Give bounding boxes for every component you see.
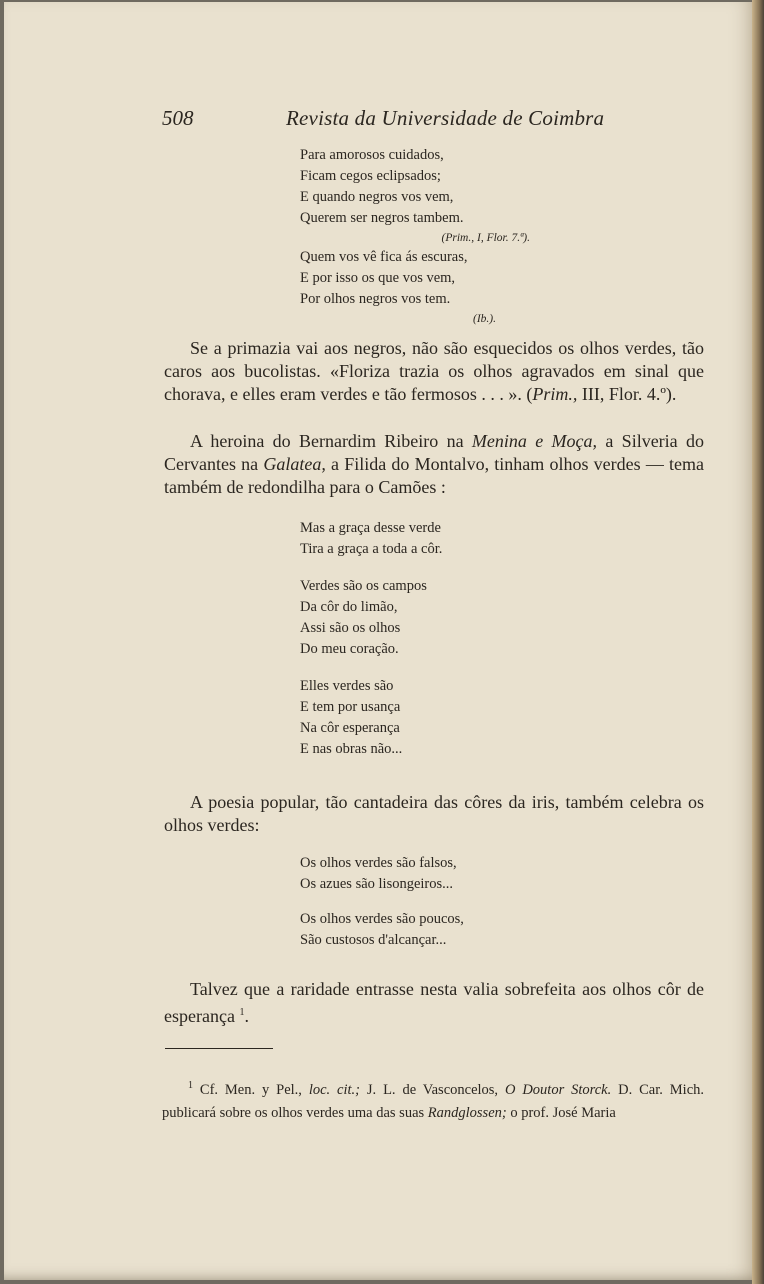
verse-line: Da côr do limão,: [300, 599, 398, 615]
verse-line: Os olhos verdes são poucos,: [300, 911, 464, 927]
verse-line: Os azues são lisongeiros...: [300, 876, 454, 892]
verse-line: Elles verdes são: [300, 678, 394, 694]
footnote-reference[interactable]: 1: [239, 1007, 245, 1018]
running-title: Revista da Universidade de Coimbra: [286, 106, 605, 130]
footnote-mark: 1: [188, 1080, 193, 1091]
verse-line: E tem por usança: [300, 699, 401, 715]
verse-line: Os olhos verdes são falsos,: [300, 855, 457, 871]
paragraph-3: A poesia popular, tão cantadeira das côres da iris, também celebra os olhos verdes:: [164, 792, 704, 835]
page-number: 508: [162, 106, 194, 130]
verse-line: Verdes são os campos: [300, 578, 427, 594]
verse-line: Assi são os olhos: [300, 620, 401, 636]
verse-line: Na côr esperança: [300, 720, 400, 736]
verse-line: Ficam cegos eclipsados;: [300, 168, 441, 184]
verse-line: E nas obras não...: [300, 741, 403, 757]
paragraph-2: A heroina do Bernardim Ribeiro na Menina e Moça, a Silveria do Cervantes na Galatea, a Filida do Montalvo, tinham olhos verdes — tema também de redondilha para o Camões :: [164, 431, 704, 497]
verse-line: São custosos d'alcançar...: [300, 932, 447, 948]
verse-line: Tira a graça a toda a côr.: [300, 541, 443, 557]
verse-line: E quando negros vos vem,: [300, 189, 454, 205]
page-edge: [752, 0, 764, 1284]
paragraph-1: Se a primazia vai aos negros, não são esquecidos os olhos verdes, tão caros aos bucolistas. «Floriza trazia os olhos agravados em sinal que chorava, e elles eram verdes e tão fermosos . . . ». (Prim., III, Flor. 4.º).: [164, 338, 704, 404]
verse-line: Do meu coração.: [300, 641, 399, 657]
verse-line: Quem vos vê fica ás escuras,: [300, 249, 468, 265]
verse-line: E por isso os que vos vem,: [300, 270, 456, 286]
verse-line: Para amorosos cuidados,: [300, 147, 444, 163]
verse-line: Mas a graça desse verde: [300, 520, 441, 536]
verse-block-4: [300, 853, 464, 951]
book-page: [4, 2, 752, 1280]
paragraph-4: Talvez que a raridade entrasse nesta valia sobrefeita aos olhos côr de esperança $^1$.: [164, 979, 704, 1026]
footnote: $^1$ Cf. Men. y Pel., loc. cit.; J. L. de Vasconcelos, O Doutor Storck. D. Car. Mich. publicará sobre os olhos verdes uma das suas Randglossen; o prof. José Maria: [162, 1080, 704, 1121]
verse-block-3: [300, 518, 442, 760]
verse-line: Querem ser negros tambem.: [300, 210, 464, 226]
footnote-divider: [165, 1048, 273, 1049]
verse-block-1: [300, 145, 530, 328]
verse-citation: (Prim., I, Flor. 7.ª).: [441, 232, 530, 244]
page-header: [4, 102, 752, 134]
verse-line: Por olhos negros vos tem.: [300, 291, 451, 307]
verse-citation: (Ib.).: [473, 313, 496, 325]
